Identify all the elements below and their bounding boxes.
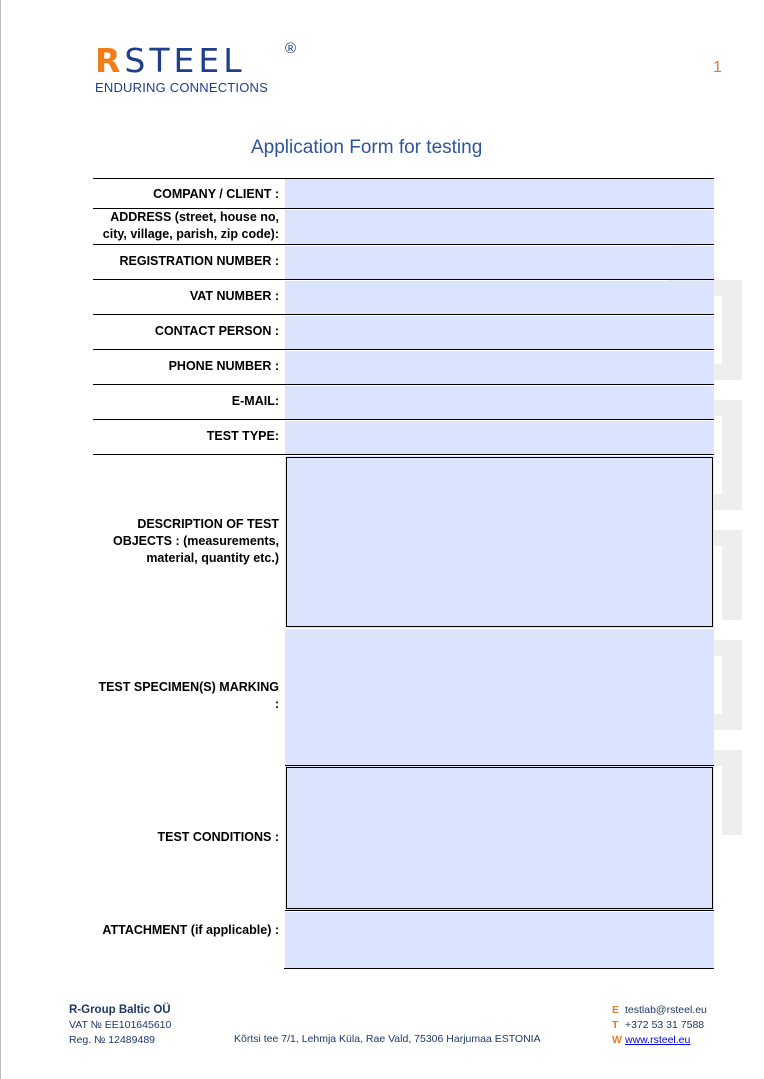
vat-number-input[interactable] [285,281,714,314]
attachment-input[interactable] [285,912,714,968]
form-row-company [93,178,714,208]
label-registration-number: REGISTRATION NUMBER : [119,254,279,268]
label-description-of-test-objects: DESCRIPTION OF TEST OBJECTS : (measurements, material, quantity etc.) [112,517,279,565]
form-row-test-type [93,419,714,454]
company-client-input[interactable] [285,179,714,208]
footer-reg: Reg. № 12489489 [69,1034,155,1046]
test-conditions-textarea[interactable] [285,766,714,910]
form-row-contact [93,314,714,349]
footer-company-info [69,1003,171,1048]
contact-person-input[interactable] [285,316,714,349]
footer-vat: VAT № EE101645610 [69,1019,172,1031]
form-bottom-rule [284,968,714,969]
form-row-registration [93,244,714,279]
rsteel-logo [95,40,297,95]
form-row-attachment [93,910,714,968]
email-input[interactable] [285,386,714,419]
label-attachment: ATTACHMENT (if applicable) : [102,923,279,937]
test-type-input[interactable] [285,421,714,454]
page-edge [0,0,1,1079]
email-key: E [612,1004,620,1016]
form-row-address [93,208,714,244]
logo-wordmark: RSTEEL [95,41,246,80]
label-contact-person: CONTACT PERSON : [154,324,279,338]
footer-email[interactable]: testlab@rsteel.eu [625,1004,707,1016]
form-row-conditions [93,765,714,910]
form-row-email [93,384,714,419]
footer-contacts [612,1003,707,1048]
phone-key: T [612,1019,619,1031]
description-textarea[interactable] [285,456,714,628]
form-row-description [93,454,714,628]
label-company-client: COMPANY / CLIENT : [153,187,279,201]
label-vat-number: VAT NUMBER : [189,289,279,303]
footer-company-name: R-Group Baltic OÜ [69,1004,171,1016]
label-test-specimen-marking: TEST SPECIMEN(S) MARKING : [98,680,279,711]
label-phone-number: PHONE NUMBER : [168,359,279,373]
form-title: Application Form for testing [251,137,483,158]
phone-number-input[interactable] [285,351,714,384]
form-row-phone [93,349,714,384]
footer-website-link[interactable]: www.rsteel.eu [625,1034,691,1046]
registered-mark: ® [285,40,297,57]
web-key: W [612,1034,622,1046]
page-number: 1 [713,59,722,76]
label-address: ADDRESS (street, house no, city, village, parish, zip code): [102,210,279,241]
label-email: E-MAIL: [231,394,279,408]
form-row-vat [93,279,714,314]
footer-phone: +372 53 31 7588 [625,1019,705,1031]
specimen-marking-textarea[interactable] [285,629,714,765]
logo-tagline: ENDURING CONNECTIONS [95,80,269,95]
label-test-conditions: TEST CONDITIONS : [157,830,279,844]
footer-address: Kõrtsi tee 7/1, Lehmja Küla, Rae Vald, 75306 Harjumaa ESTONIA [234,1033,541,1045]
address-input[interactable] [285,210,714,244]
form-row-marking [93,628,714,765]
label-test-type: TEST TYPE: [206,429,279,443]
registration-number-input[interactable] [285,246,714,279]
